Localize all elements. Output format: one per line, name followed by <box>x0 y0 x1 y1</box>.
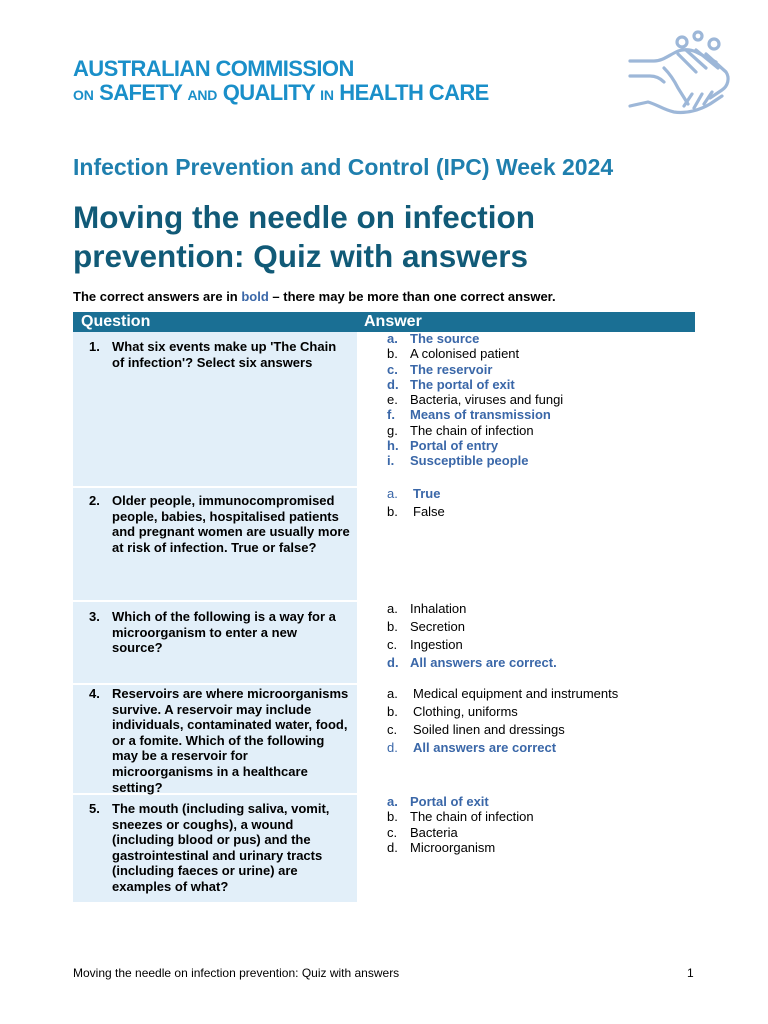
answer-text: A colonised patient <box>410 346 520 362</box>
answer-text: Bacteria <box>410 824 458 840</box>
page-number: 1 <box>687 966 694 980</box>
answer-text: The reservoir <box>410 361 493 377</box>
answer-text: The chain of infection <box>410 422 534 438</box>
answer-text: Bacteria, viruses and fungi <box>410 392 564 408</box>
answer-text: False <box>413 504 445 519</box>
answer-letter: h. <box>387 438 399 454</box>
question-text: Reservoirs are where microorganisms survive. A reservoir may include individuals, contaminated water, food, or a fomite. Which of the following may be a reservoir for microorganisms in a healthcare setting? <box>112 686 349 795</box>
answer-letter: d. <box>387 740 398 755</box>
answer-text: Medical equipment and instruments <box>413 686 619 701</box>
answer-letter: b. <box>387 619 398 634</box>
question-text: Older people, immunocompromised people, babies, hospitalised patients and pregnant women are usually more at risk of infection. True or false? <box>112 493 350 555</box>
answer-letter: c. <box>387 824 398 840</box>
answer-text: True <box>413 486 441 501</box>
row-divider <box>73 486 357 488</box>
answer-letter: c. <box>387 722 398 737</box>
answer-letter: b. <box>387 809 398 825</box>
answer-text: Soiled linen and dressings <box>413 722 565 737</box>
footer-text: Moving the needle on infection prevention: Quiz with answers <box>73 966 400 980</box>
answer-letter: b. <box>387 346 398 362</box>
page-title: Moving the needle on infection prevention: Quiz with answers <box>73 199 536 274</box>
commission-logo <box>73 58 489 107</box>
answer-letter: b. <box>387 704 398 719</box>
answer-letter: a. <box>387 601 398 616</box>
answer-letter: e. <box>387 392 398 408</box>
answer-letter: b. <box>387 504 398 519</box>
question-text: Which of the following is a way for a microorganism to enter a new source? <box>112 609 336 656</box>
header-answer: Answer <box>364 313 422 330</box>
question-3: 3. Which of the following is a way for a microorganism to enter a new source? <box>89 609 351 656</box>
question-5: 5. The mouth (including saliva, vomit, sneezes or coughs), a wound (including blood or pus) and the gastrointestinal and urinary tracts (including faeces or urine) are examples of what? <box>89 801 351 895</box>
answer-letter: f. <box>387 407 395 423</box>
answer-letter: c. <box>387 637 398 652</box>
answer-letter: g. <box>387 422 398 438</box>
answer-text: The portal of exit <box>410 376 515 392</box>
answer-letter: a. <box>387 686 398 701</box>
answer-text: Inhalation <box>410 601 467 616</box>
answer-text: Portal of entry <box>410 438 499 454</box>
answer-letter: d. <box>387 655 399 670</box>
answer-text: Portal of exit <box>410 794 489 809</box>
answer-letter: a. <box>387 486 398 501</box>
page-subtitle: Infection Prevention and Control (IPC) Week 2024 <box>73 154 614 180</box>
answer-text: Secretion <box>410 619 465 634</box>
row-divider <box>73 600 357 602</box>
logo-line-2: ON SAFETY AND QUALITY IN HEALTH CARE <box>73 80 489 105</box>
answer-text: Means of transmission <box>410 407 551 423</box>
answer-text: All answers are correct. <box>410 655 557 670</box>
header-question: Question <box>81 313 151 330</box>
answer-letter: d. <box>387 376 399 392</box>
handwashing-hands-icon <box>626 28 736 124</box>
row-divider <box>73 683 357 685</box>
answer-letter: a. <box>387 794 398 809</box>
logo-line-1: AUSTRALIAN COMMISSION <box>73 56 354 81</box>
instruction-note: The correct answers are in bold – there may be more than one correct answer. <box>73 289 556 304</box>
answer-letter: d. <box>387 839 398 855</box>
answer-letter: c. <box>387 361 398 377</box>
question-1: 1. What six events make up 'The Chain of infection'? Select six answers <box>89 339 351 370</box>
answer-text: The chain of infection <box>410 809 534 825</box>
answer-letter: a. <box>387 331 398 346</box>
question-text: The mouth (including saliva, vomit, sneezes or coughs), a wound (including blood or pus) and the gastrointestinal and urinary tracts (including faeces or urine) are examples of what? <box>112 801 330 894</box>
question-text: What six events make up 'The Chain of infection'? Select six answers <box>112 339 337 370</box>
answer-text: The source <box>410 331 480 346</box>
answer-text: Ingestion <box>410 637 463 652</box>
question-2: 2. Older people, immunocompromised people, babies, hospitalised patients and pregnant women are usually more at risk of infection. True or false? <box>89 493 350 555</box>
answer-text: Microorganism <box>410 839 496 855</box>
answer-text: All answers are correct <box>413 740 557 755</box>
answer-letter: i. <box>387 453 395 469</box>
question-4: 4. Reservoirs are where microorganisms survive. A reservoir may include individuals, contaminated water, food, or a fomite. Which of the following may be a reservoir for microorganisms in a healthcare setting? <box>89 686 351 795</box>
answer-text: Susceptible people <box>410 453 529 469</box>
answer-text: Clothing, uniforms <box>413 704 518 719</box>
table-header <box>73 312 695 332</box>
